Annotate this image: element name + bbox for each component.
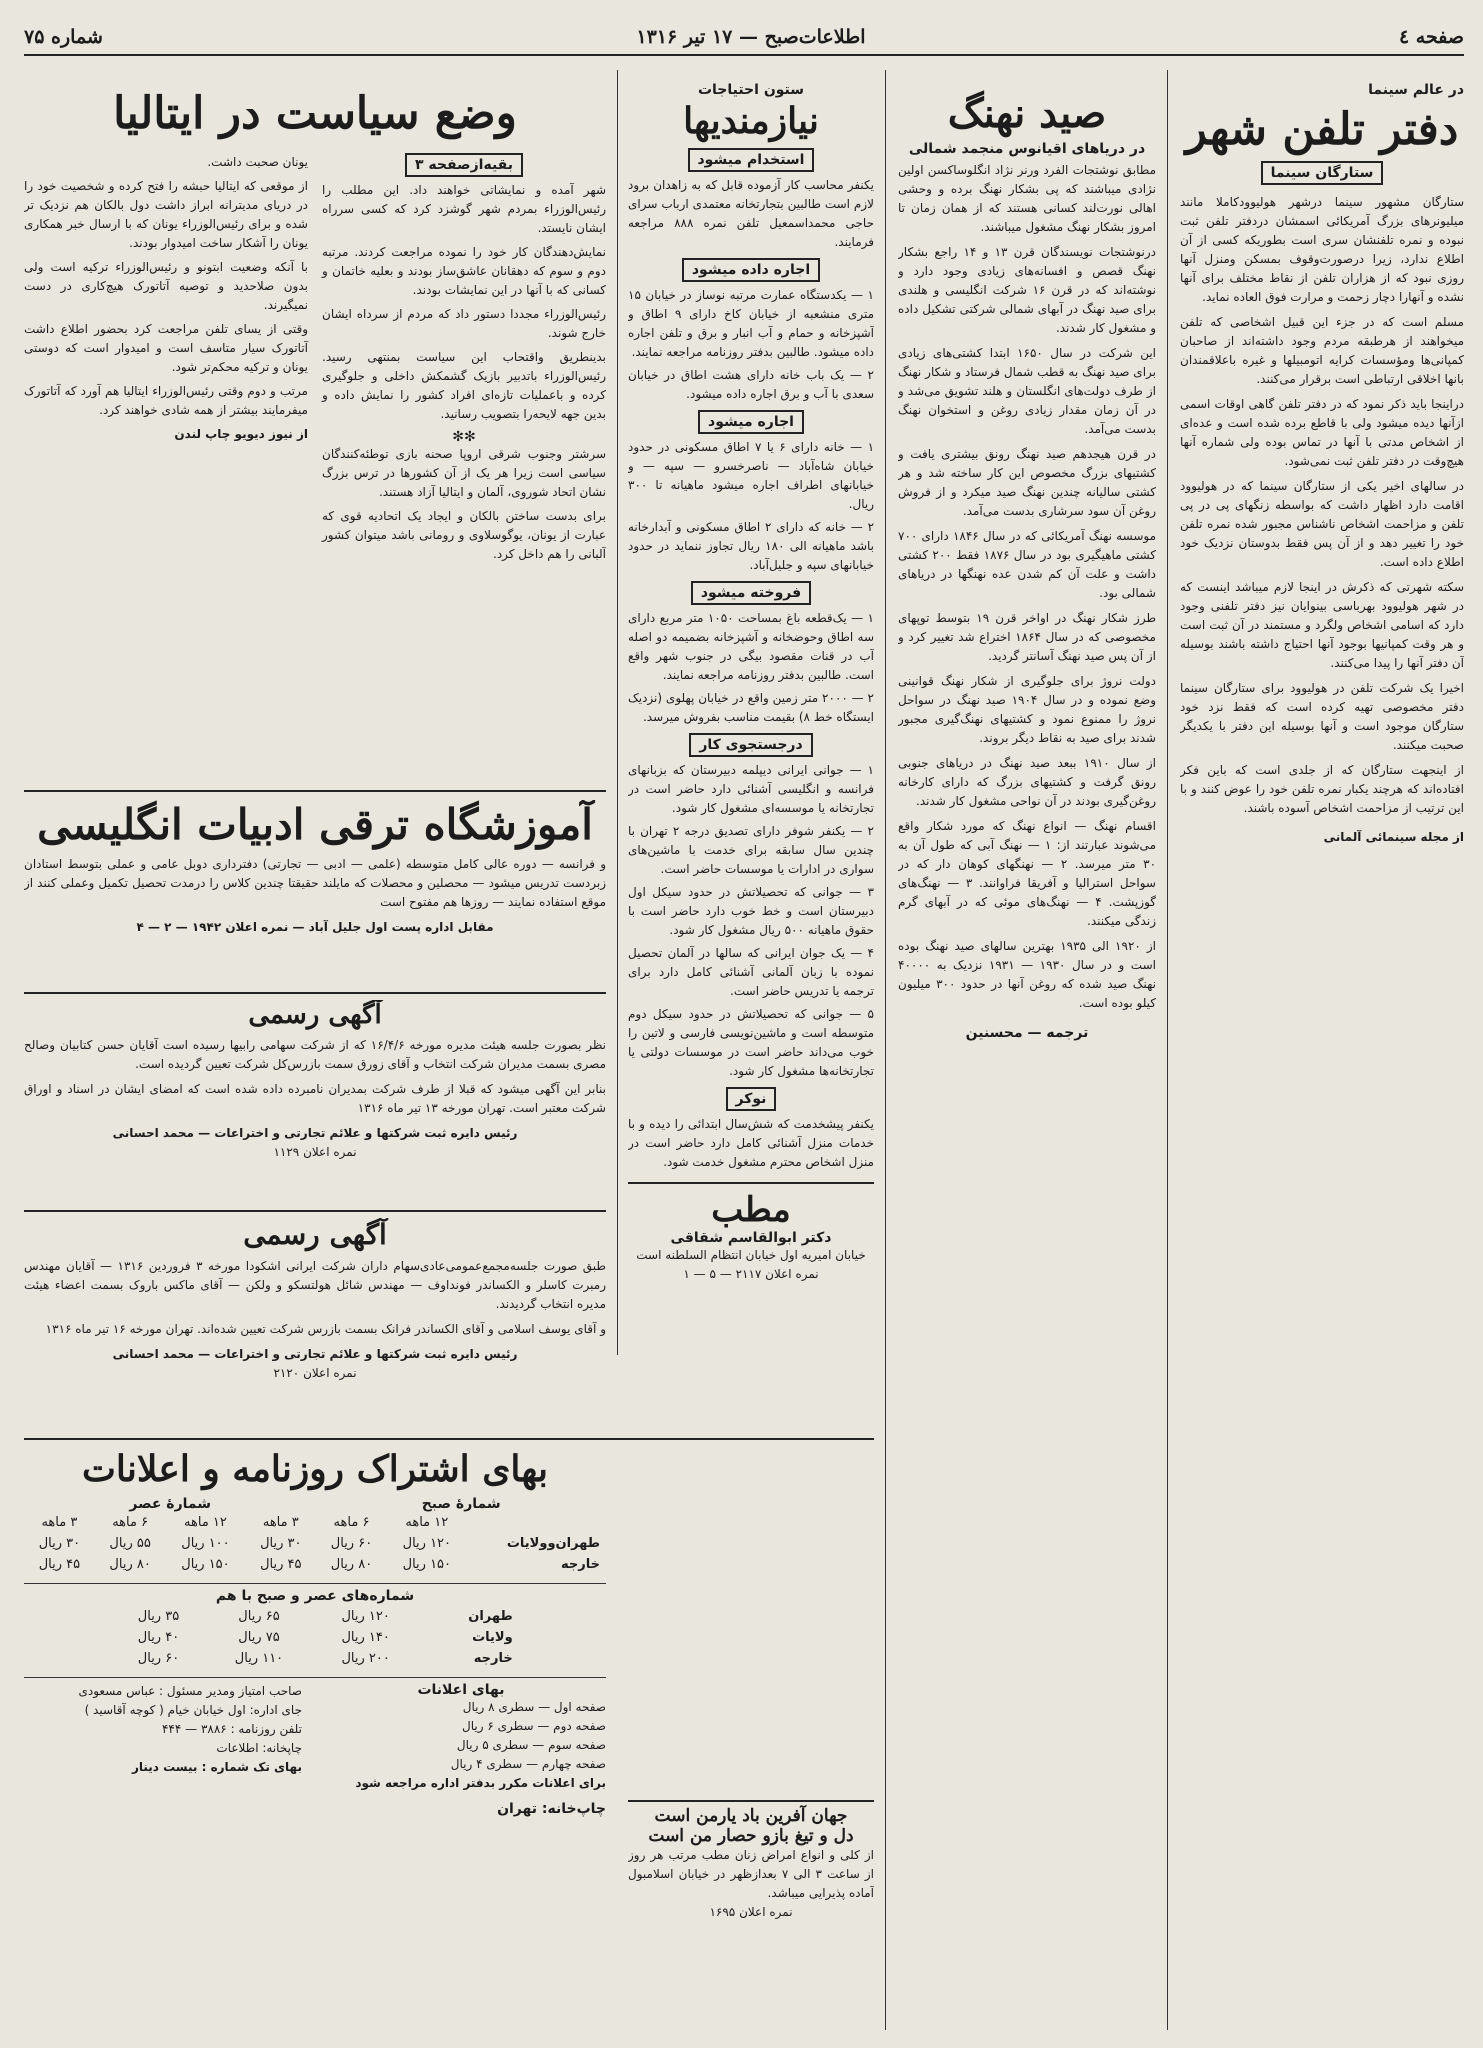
table-row — [24, 1533, 606, 1554]
ad-rates-title: بهای اعلانات — [417, 1682, 505, 1698]
row-label: خارجه — [473, 1651, 513, 1666]
classified-heading-label: درجستجوی کار — [689, 733, 812, 757]
italy-headline: وضع سیاست در ایتالیا — [113, 88, 517, 139]
italy-paragraph: شهر آمده و نمایشاتی خواهند داد. این مطلب را رئیس‌الوزراء بمردم شهر گوشزد کرد که کسی سرراه ایشان نایستد. — [322, 183, 606, 235]
ad-rate-page: صفحه چهارم — [541, 1757, 606, 1771]
motto-line: دل و تیغ بازو حصار من است — [648, 1826, 854, 1846]
paper-date: اطلاعات‌صبح — ۱۷ تیر ۱۳۱۶ — [636, 26, 866, 48]
section-rule — [24, 1438, 874, 1440]
column-rule — [885, 70, 886, 2030]
classified-section-heading — [628, 1087, 874, 1111]
table-cell: ۶۵ ریال — [238, 1609, 280, 1624]
whale-paragraph: از ۱۹۲۰ الی ۱۹۳۵ بهترین سالهای صید نهنگ بوده است و در سال ۱۹۳۰ — ۱۹۳۱ نزدیک به ۴۰۰۰۰ نهنگ صید شده که روغن آنها در حدود ۳۰۰ میلیون کیلو بوده است. — [898, 939, 1156, 1010]
classified-item: یکنفر محاسب کار آزموده قابل که به زاهدان برود لازم است طالبین بتجارتخانه معتمدی ارباب سرای حاجی محمداسمعیل تلفن نمره ۸۸۸ مراجعه فرمایند. — [628, 178, 874, 249]
classified-item: ۱ — یکدستگاه عمارت مرتبه نوساز در خیابان ۱۵ متری منشعبه از خیابان کاخ دارای ۹ اطاق و آشپزخانه و حمام و آب انبار و برق و تلفن اجاره داده میشود. طالبین بدفتر روزنامه مراجعه نمایند. — [628, 288, 874, 359]
notice-number: نمره اعلان ۲۱۲۰ — [273, 1366, 357, 1380]
ad-rate-price: سطری ۸ ریال — [462, 1700, 535, 1714]
school-title: آموزشگاه ترقی ادبیات انگلیسی — [37, 800, 593, 849]
evening-edition-label: شمارهٔ عصر — [129, 1496, 212, 1512]
italy-paragraph: با آنکه وضعیت ابتونو و رئیس‌الوزراء ترکیه است ولی بدون صلاحدید و توصیه آتاتورک هیچ‌کاری در دست نمیگیرند. — [24, 260, 308, 312]
classified-item: ۳ — جوانی که تحصیلاتش در حدود سیکل اول دبیرستان است و خط خوب دارد حاضر است با حقوق ماهیانه ۵۰۰ ریال مشغول کار شود. — [628, 885, 874, 937]
table-row — [111, 1648, 518, 1669]
classified-item: ۲ — خانه که دارای ۲ اطاق مسکونی و آبدارخانه باشد ماهیانه الی ۱۸۰ ریال تجاوز ننماید در حدود خیابانهای سپه و جلیل‌آباد. — [628, 520, 874, 572]
morning-edition-label: شمارهٔ صبح — [421, 1496, 501, 1512]
whale-paragraph: دولت نروژ برای جلوگیری از شکار نهنگ قوانینی وضع نموده و در سال ۱۹۰۴ صید نهنگ در سواحل نروژ را ممنوع نمود و کشتیهای نهنگ‌گیری مجبور شدند برای صید به نقاط دیگر بروند. — [898, 674, 1156, 745]
section-rule — [24, 790, 606, 792]
table-cell: ۱۲۰ ریال — [341, 1609, 390, 1624]
school-body: و فرانسه — دوره عالی کامل متوسطه (علمی — ادبی — تجارتی) دفترداری دوبل عامی و عملی بتوسط استادان زبردست تدریس میشود — محصلین و محصلات که مایلند حقیقتا چندین کلاس را درمدت تحصیل تکمیل وعملی کنند از موقع استفاده نمایند — روزها هم مفتوح است — [24, 857, 606, 909]
italy-paragraph: از موقعی که ایتالیا حبشه را فتح کرده و شخصیت خود را در دریای مدیترانه ابراز داشت دول بالکان هم نزدیک تر شده و برای رئیس‌الوزراء یونان که با ارسال خبر همکاری یونان را آشکار ساخت امیدوار بودند. — [24, 179, 308, 250]
whale-paragraph: مطابق نوشتجات الفرد ورنر نژاد انگلوساکسن اولین نژادی میباشند که پی بشکار نهنگ برده و وحشی اهالی نورت‌لند کسانی هستند که از همان زمان تا امروز بشکار نهنگ مشغول میباشند. — [898, 163, 1156, 234]
italy-paragraph: برای بدست ساختن بالکان و ایجاد یک اتحادیه قوی که عبارت از یونان، یوگوسلاوی و رومانی باشد میتوان کشور آلبانی را هم داخل کرد. — [322, 509, 606, 561]
table-header: ۱۲ ماهه — [405, 1515, 449, 1530]
newspaper-page — [24, 20, 1464, 2030]
ad-rates — [316, 1682, 606, 1793]
whale-paragraph: در قرن هیجدهم صید نهنگ رونق بیشتری یافت و کشتیهای بزرگ مخصوص این کار ساخته شد و هر کشتی سالیانه چندین نهنگ صید میکرد و از فروش روغن آن سود سرشاری بدست می‌آمد. — [898, 447, 1156, 518]
italy-paragraph: وقتی از یسای تلفن مراجعت کرد بحضور اطلاع داشت آتاتورک سیار متاسف است و امیدوار است که دوستی یونان و ترکیه محکم‌تر شود. — [24, 322, 308, 374]
table-header: ۱۲ ماهه — [184, 1515, 227, 1530]
ad-rate-price: سطری ۶ ریال — [462, 1719, 534, 1733]
ad-rate-row: صفحه دوم — سطری ۶ ریال — [462, 1719, 606, 1733]
ad-rate-row: صفحه چهارم — سطری ۴ ریال — [450, 1757, 606, 1771]
table-cell: ۲۰۰ ریال — [341, 1651, 390, 1666]
table-header: ۶ ماهه — [112, 1515, 149, 1530]
classified-heading-label: نوکر — [726, 1087, 777, 1111]
classified-item: ۲ — یکنفر شوفر دارای تصدیق درجه ۲ تهران با چندین سال سابقه برای خدمت با ماشین‌های سواری در ادارات یا موسسات حاضر است. — [628, 824, 874, 876]
subscription-title: بهای اشتراک روزنامه و اعلانات — [82, 1448, 548, 1490]
page-number: صفحه ٤ — [1398, 26, 1464, 48]
school-address: مقابل اداره پست اول جلیل آباد — نمره اعلان ۱۹۴۲ — ۲ — ۴ — [136, 920, 494, 934]
motto-number: نمره اعلان ۱۶۹۵ — [709, 1905, 793, 1919]
notice-signature: رئیس دایره ثبت شرکتها و علائم تجارتی و اختراعات — محمد احسانی — [112, 1347, 518, 1361]
notice-body: و آقای یوسف اسلامی و آقای الکساندر فرانک بسمت بازرس شرکت تعیین شده‌اند. تهران مورخه ۱۶ تیر ماه ۱۳۱۶ — [45, 1322, 606, 1336]
motto-line: جهان آفرین باد یارمن است — [654, 1806, 848, 1826]
classified-item: یکنفر پیشخدمت که شش‌سال ابتدائی را دیده و با خدمات منزل آشنائی کامل دارد حاضر است در منزل اشخاص محترم مشغول خدمت شود. — [628, 1117, 874, 1169]
notice-title: آگهی رسمی — [243, 1218, 387, 1251]
table-cell: ۱۲۰ ریال — [402, 1536, 452, 1551]
cinema-paragraph: مسلم است که در جزء این قبیل اشخاصی که تلفن میخواهند از هرطبقه مردم وجود داشته‌اند از صاحبان کمپانی‌ها ومؤسسات کرایه اتومبیلها و غیره باعلاقمندان بانها اخلاقی ارتباطی است برقرار می‌کنند. — [1180, 315, 1464, 386]
table-cell: ۳۰ ریال — [38, 1536, 81, 1551]
italy-continued-label: بقیه‌ازصفحه ۳ — [405, 153, 523, 177]
row-label: خارجه — [561, 1557, 600, 1572]
table-cell: ۱۱۰ ریال — [234, 1651, 284, 1666]
cinema-source: از مجله سینمائی آلمانی — [1323, 830, 1464, 844]
cinema-paragraph: سکته شهرتی که ذکرش در اینجا لازم میباشد اینست که در شهر هولیوود بهرباسی بینوایان نیز دفتر تلفنی وجود دارد که اسامی اشخاص ولگرد و مستمند در آن ثبت است و هر وقت کمپانیها بوجود آنها احتیاج داشته باشند بوسیله آن دفتر آنها را پیدا می‌کنند. — [1180, 580, 1464, 670]
official-notice-2 — [24, 1218, 606, 1428]
printer-line: چاپخانه: اطلاعات — [216, 1741, 302, 1755]
italy-col-right — [322, 153, 606, 569]
doctor-address: خیابان امیریه اول خیابان انتظام السلطنه است — [636, 1248, 866, 1262]
italy-paragraph: نمایش‌دهندگان کار خود را نموده مراجعت کردند. مرتبه دوم و سوم که دهقانان عاشق‌ساز بودند و بعلیه خاتمان و کسانی که با آنها در این نمایشات بودند. — [322, 245, 606, 297]
table-row — [111, 1627, 518, 1648]
cinema-column — [1180, 82, 1464, 2022]
whale-headline: صید نهنگ — [947, 90, 1107, 137]
notice-body: بنابر این آگهی میشود که قبلا از طرف شرکت بمدیران نامبرده داده شده است که امضای ایشان در اسناد و اوراق شرکت معتبر است. تهران مورخه ۱۳ تیر ماه ۱۳۱۶ — [24, 1082, 606, 1115]
classified-heading-label: اجاره داده میشود — [682, 258, 820, 282]
classified-section-heading — [628, 148, 874, 172]
classifieds-kicker: ستون احتیاجات — [697, 82, 805, 98]
table-header: ۳ ماهه — [262, 1515, 299, 1530]
table-cell: ۸۰ ریال — [109, 1557, 151, 1572]
ad-rate-page: صفحه اول — [553, 1700, 606, 1714]
italy-article — [24, 82, 606, 782]
ad-rate-row: صفحه اول — سطری ۸ ریال — [462, 1700, 606, 1714]
italy-paragraph: رئیس‌الوزراء مجددا دستور داد که مردم از سرداه ایشان خارج شوند. — [322, 307, 606, 340]
whale-subhead: در دریاهای اقیانوس منجمد شمالی — [908, 141, 1146, 157]
italy-source: از نیوز دیویو چاپ لندن — [174, 427, 308, 441]
ad-rate-price: سطری ۴ ریال — [450, 1757, 523, 1771]
official-notice-1 — [24, 1000, 606, 1200]
subscription-edition-labels — [24, 1496, 606, 1512]
owner-line: صاحب امتیاز ومدیر مسئول : عباس مسعودی — [78, 1684, 302, 1698]
classified-item: ۵ — جوانی که تحصیلاتش در حدود سیکل دوم متوسطه است و ماشین‌نویسی فارسی و لاتین را خوب می‌داند حاضر است در موسسات دولتی یا تجارتخانه‌ها مشغول کار شود. — [628, 1007, 874, 1078]
table-header-row — [24, 1512, 606, 1533]
ad-rate-page: صفحه دوم — [553, 1719, 606, 1733]
table-cell: ۱۵۰ ریال — [402, 1557, 452, 1572]
classified-section-heading — [628, 581, 874, 605]
office-line: جای اداره: اول خیابان خیام ( کوچه آقاسید ) — [84, 1703, 302, 1717]
whale-translator: ترجمه — محسنین — [965, 1025, 1089, 1041]
ads-and-info — [24, 1677, 606, 1793]
cinema-paragraph: اخیرا یک شرکت تلفن در هولیوود برای ستارگان سینما دفتر مخصوصی تهیه کرده است که فقط نزد خود ستارگان موجود است و آنها بوسیله این دفتر با یکدیگر صحبت میکنند. — [1180, 681, 1464, 752]
combined-edition-label: شماره‌های عصر و صبح با هم — [24, 1583, 606, 1604]
row-label: طهران — [468, 1609, 513, 1624]
italy-paragraph: یونان صحبت داشت. — [207, 155, 308, 169]
table-cell: ۴۵ ریال — [260, 1557, 302, 1572]
doctor-name: دکتر ابوالقاسم شقاقی — [670, 1230, 832, 1246]
section-ornament: ✻✻ — [452, 429, 476, 445]
combined-rates-table — [111, 1606, 518, 1669]
table-cell: ۴۰ ریال — [137, 1630, 180, 1645]
whale-paragraph: از سال ۱۹۱۰ ببعد صید نهنگ در دریاهای جنوبی رونق گرفت و کشتیهای بزرگ که دارای کارخانه روغن‌گیری بودند در آن نواحی مشغول کار شدند. — [898, 756, 1156, 808]
classified-section-heading — [628, 733, 874, 757]
ad-rate-price: سطری ۵ ریال — [456, 1738, 529, 1752]
table-cell: ۷۵ ریال — [238, 1630, 280, 1645]
table-cell: ۱۴۰ ریال — [341, 1630, 390, 1645]
table-cell: ۴۵ ریال — [38, 1557, 81, 1572]
table-header: ۶ ماهه — [333, 1515, 370, 1530]
table-cell: ۵۵ ریال — [109, 1536, 151, 1551]
classified-heading-label: اجاره میشود — [698, 410, 804, 434]
subscription-block — [24, 1448, 606, 2008]
classified-heading-label: فروخته میشود — [691, 581, 811, 605]
row-label: ولایات — [472, 1630, 513, 1645]
doctor-ad-title: مطب — [711, 1190, 791, 1230]
italy-paragraph: مرتب و دوم وقتی رئیس‌الوزراء ایتالیا هم آورد که آتاتورک میفرمایند بیشتر از همه شادی خواهند کرد. — [24, 384, 308, 417]
cinema-subhead: ستارگان سینما — [1261, 161, 1384, 185]
classifieds-column — [628, 82, 874, 2022]
italy-col-left — [24, 153, 308, 569]
school-ad — [24, 800, 606, 985]
classified-section-heading — [628, 258, 874, 282]
cinema-paragraph: دراینجا باید ذکر نمود که در دفتر تلفن گاهی اوقات اسمی ازآنها دیده میشود ولی با قاطع برده شده است و عده‌ای از اشخاص مدتی با آنها در تماس بوده ولی شماره آنها هیچ‌وقت در دفتر تلفن ثبت نمی‌شود. — [1180, 397, 1464, 468]
notice-body: نظر بصورت جلسه هیئت مدیره مورخه ۱۶/۴/۶ که از شرکت سهامی رابیها رسیده است آقایان حسن کتابیان وصالح مصری بسمت مدیران شرکت انتخاب و آقای زورق سمت بازرس‌کل شرکت تعیین گردیده است. — [24, 1038, 606, 1071]
cinema-paragraph: ستارگان مشهور سینما درشهر هولیوودکاملا مانند میلیونرهای بزرگ آمریکائی اسمشان دردفتر تلفن ثبت نبوده و نمره تلفنشان سری است بطوریکه کسی از آن اطلاع ندارد، زیرا درصورت‌وقوف بمسکن ومنزل آنها روزی نبود که از هزاران تلفن از نقاط مختلف برای آنها نشده و آنهارا دچار زحمت و مرارت فوق العاده نماید. — [1180, 195, 1464, 304]
table-cell: ۱۰۰ ریال — [181, 1536, 230, 1551]
classified-item: ۱ — خانه دارای ۶ یا ۷ اطاق مسکونی در حدود خیابان شاه‌آباد — ناصرخسرو — سپه — و خیابانهای اطراف اجاره میشود ماهیانه تا ۳۰۰ ریال. — [628, 440, 874, 511]
ad-rates-note: برای اعلانات مکرر بدفتر اداره مراجعه شود — [355, 1776, 606, 1790]
table-cell: ۳۰ ریال — [260, 1536, 302, 1551]
whale-paragraph: اقسام نهنگ — انواع نهنگ که مورد شکار واقع می‌شوند عبارتند از: ۱ — نهنگ آبی که طول آن به ۳۰ متر میرسد. ۲ — نهنگهای کوهان دار که در سواحل استرالیا و آفریقا فراوانند. ۳ — نهنگ‌های گوزپشت. ۴ — نهنگ‌های موئی که در آبهای گرم زندگی میکنند. — [898, 819, 1156, 928]
column-rule — [617, 70, 618, 1355]
publisher-info — [32, 1682, 302, 1793]
ad-rate-row: صفحه سوم — سطری ۵ ریال — [456, 1738, 606, 1752]
cinema-headline: دفتر تلفن شهر — [1185, 104, 1459, 155]
table-cell: ۶۰ ریال — [330, 1536, 373, 1551]
phone-line: تلفن روزنامه : ۳۸۸۶ — ۴۴۴ — [161, 1722, 302, 1736]
motto-body: از کلی و انواع امراض زنان مطب مرتب هر روز از ساعت ۳ الی ۷ بعدازظهر در خیابان اسلامبول آماده پذیرایی میباشد. — [628, 1848, 874, 1900]
classifieds-headline: نیازمندیها — [683, 100, 819, 142]
notice-signature: رئیس دایره ثبت شرکتها و علائم تجارتی و اختراعات — محمد احسانی — [112, 1126, 518, 1140]
table-cell: ۳۵ ریال — [137, 1609, 180, 1624]
italy-columns — [24, 153, 606, 569]
row-label: طهران‌وولایات — [506, 1536, 600, 1551]
classified-sections — [628, 148, 874, 1172]
classified-item: ۱ — یک‌قطعه باغ بمساحت ۱۰۵۰ متر مربع دارای سه اطاق وحوضخانه و آشپزخانه بضمیمه دو اصله آب در قنات مقصود بیگی در جنوب شهر واقع است. طالبین بدفتر روزنامه مراجعه نمایند. — [628, 611, 874, 682]
whale-paragraph: این شرکت در سال ۱۶۵۰ ابتدا کشتی‌های زیادی برای صید نهنگ به قطب شمال فرستاد و شکار نهنگ از طرف دولت‌های انگلستان و هلند تشویق می‌شد و در آن زمان مقدار زیادی روغن و استخوان نهنگ بدست می‌آمد. — [898, 346, 1156, 436]
notice-body: طبق صورت جلسه‌مجمع‌عمومی‌عادی‌سهام داران شرکت ایرانی اشکودا مورخه ۳ فروردین ۱۳۱۶ — آقایان مهندس رمبرت کاسلر و الکساندر فونداوف — مهندس شائل هولتسکو و ولکن — آقای ماکس باروک بسمت اعضاء هیئت مدیره انتخاب گردیدند. — [24, 1259, 606, 1311]
cinema-paragraph: از اینجهت ستارگان که از جلدی است که باین فکر افتاده‌اند که هرچند یکبار نمره تلفن خود را عوض کنند و با این ترتیب از مزاحمت اشخاص آسوده باشند. — [1180, 763, 1464, 815]
doctor-ad — [628, 1182, 874, 1284]
cinema-paragraph: در سالهای اخیر یکی از ستارگان سینما که در هولیوود اقامت دارد اظهار داشت که بواسطه زنگهای پی در پی تلفن و مزاحمت اشخاص ناشناس مجبور شده نمره تلفن خود را تغییر دهد و از آن پس فقط بدوستان نزدیک خود اطلاع داده است. — [1180, 479, 1464, 569]
subscription-table — [24, 1512, 606, 1575]
section-rule — [24, 1210, 606, 1212]
classified-item: ۲ — ۲۰۰۰ متر زمین واقع در خیابان پهلوی (نزدیک ایستگاه خط ۸) بقیمت مناسب بفروش میرسد. — [628, 691, 874, 724]
column-rule — [1167, 70, 1168, 2030]
classified-heading-label: استخدام میشود — [688, 148, 815, 172]
table-cell: ۶۰ ریال — [137, 1651, 180, 1666]
notice-number: نمره اعلان ۱۱۲۹ — [273, 1145, 357, 1159]
table-row — [111, 1606, 518, 1627]
whale-paragraph: درنوشتجات نویسندگان قرن ۱۳ و ۱۴ راجع بشکار نهنگ قصص و افسانه‌های زیادی وجود دارد و نوشته‌اند که در قرن ۱۶ شرکت انگلیسی و هلندی برای صید نهنگ در آبهای شمالی شرکتی تشکیل داده و مشغول کار شدند. — [898, 245, 1156, 335]
page-masthead — [24, 20, 1464, 56]
motto-ad — [628, 1800, 874, 2006]
issue-number: شماره ۷۵ — [24, 26, 103, 48]
ad-rate-page: صفحه سوم — [548, 1738, 606, 1752]
table-row — [24, 1554, 606, 1575]
italy-paragraph: بدینطریق واقتحاب این سیاست بمنتهی رسید. رئیس‌الوزراء باتدبیر بازیک گشمکش داخلی و جلوگیری کرده و باعملیات تازه‌ای افراد کشور را نمایش داده و بدین جهه لایحه‌را بتصویب رسانید. — [322, 350, 606, 421]
doctor-ad-number: نمره اعلان ۲۱۱۷ — ۵ — ۱ — [683, 1267, 819, 1281]
section-rule — [24, 992, 606, 994]
italy-paragraph: سرشتر وجنوب شرقی اروپا صحنه بازی توطئه‌کنندگان سیاسی است زیرا هر یک از آن کشورها در ترس بزرگ نشان اتحاد شوروی، آلمان و ایتالیا آزاد هستند. — [322, 447, 606, 499]
table-cell: ۸۰ ریال — [330, 1557, 373, 1572]
cinema-kicker: در عالم سینما — [1368, 82, 1464, 98]
table-header: ۳ ماهه — [41, 1515, 78, 1530]
table-cell: ۱۵۰ ریال — [181, 1557, 230, 1572]
print-credit: چاپ‌خانه: تهران — [497, 1801, 606, 1817]
single-issue-price: بهای تک شماره : بیست دینار — [131, 1760, 302, 1774]
whale-paragraph: طرز شکار نهنگ در اواخر قرن ۱۹ بتوسط توپهای مخصوصی که در سال ۱۸۶۴ اختراع شد تغییر کرد و از آن پس صید نهنگ آسانتر گردید. — [898, 611, 1156, 663]
classified-item: ۱ — جوانی ایرانی دیپلمه دبیرستان که بزبانهای فرانسه و انگلیسی آشنائی دارد حاضر است در تجارتخانه یا موسسه‌ای مشغول کار شود. — [628, 763, 874, 815]
whale-paragraph: موسسه نهنگ آمریکائی که در سال ۱۸۴۶ دارای ۷۰۰ کشتی ماهیگیری بود در سال ۱۸۷۶ فقط ۲۰۰ کشتی داشت و علت آن کم شدن عده نهنگها در دریاهای شمالی بود. — [898, 529, 1156, 600]
notice-title: آگهی رسمی — [248, 1000, 382, 1030]
classified-item: ۴ — یک جوان ایرانی که سالها در آلمان تحصیل نموده با زبان آلمانی آشنائی کامل دارد برای ترجمه یا تدریس حاضر است. — [628, 946, 874, 998]
whale-column — [898, 82, 1156, 2022]
classified-section-heading — [628, 410, 874, 434]
classified-item: ۲ — یک باب خانه دارای هشت اطاق در خیابان سعدی با آب و برق اجاره داده میشود. — [628, 368, 874, 401]
